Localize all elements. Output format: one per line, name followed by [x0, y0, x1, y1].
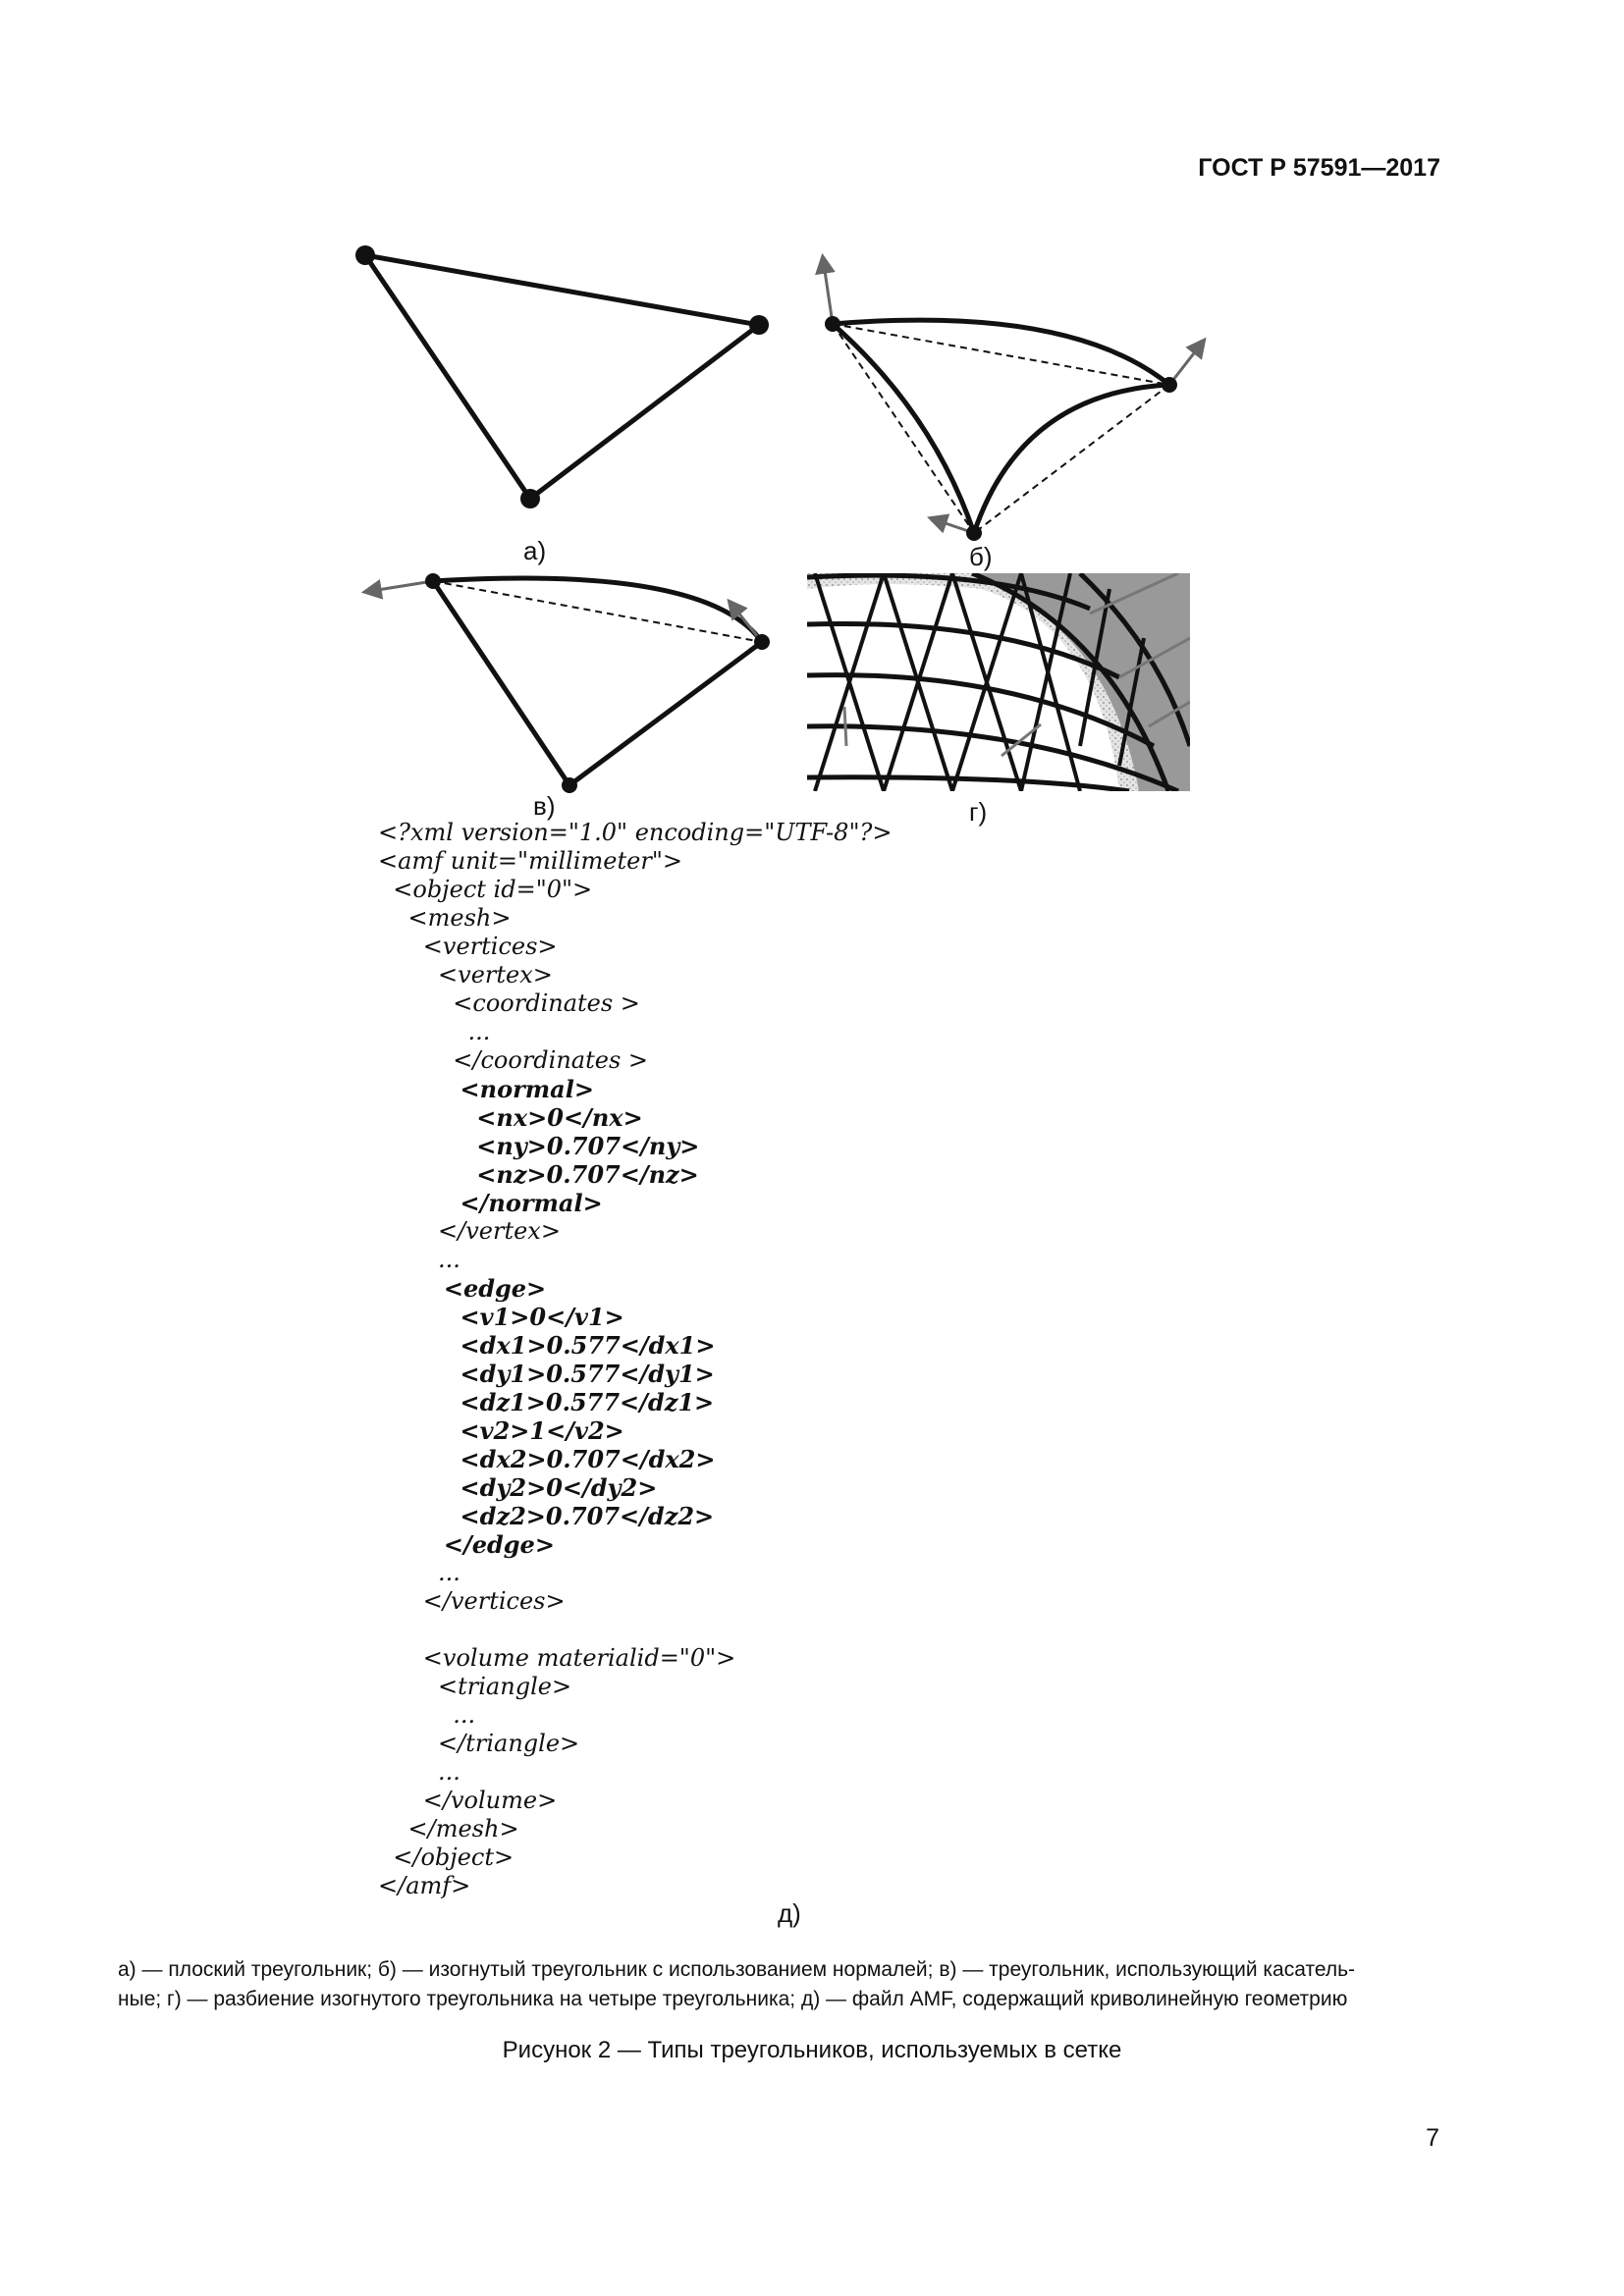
code-line: </vertices>	[378, 1587, 566, 1615]
code-line: </triangle>	[378, 1730, 580, 1757]
code-line: <nx>0</nx>	[378, 1103, 643, 1132]
code-line: <dx1>0.577</dx1>	[378, 1331, 716, 1360]
code-line: ...	[378, 1246, 460, 1273]
amf-code-listing	[378, 819, 892, 1900]
code-line: </vertex>	[378, 1217, 561, 1245]
code-line: <dz2>0.707</dz2>	[378, 1502, 715, 1530]
figure-title: Рисунок 2 — Типы треугольников, используемых в сетке	[502, 2037, 1122, 2063]
code-line: <triangle>	[378, 1673, 572, 1700]
code-line: ...	[378, 1701, 476, 1729]
code-line: </volume>	[378, 1787, 558, 1814]
panel-label-b: б)	[969, 542, 993, 571]
code-line: <object id="0">	[378, 876, 593, 903]
code-line: <dy2>0</dy2>	[378, 1473, 658, 1502]
flat-triangle-diagram	[355, 245, 769, 508]
code-line: </normal>	[378, 1189, 603, 1217]
code-line: <amf unit="millimeter">	[378, 847, 682, 875]
code-line: <ny>0.707</ny>	[378, 1132, 700, 1160]
code-line: ...	[378, 1758, 460, 1786]
curved-triangle-normals-diagram	[823, 257, 1204, 541]
code-line: <vertices>	[378, 933, 558, 960]
subdivided-mesh-diagram	[807, 573, 1190, 791]
panel-label-g: г)	[969, 797, 988, 827]
code-line: </mesh>	[378, 1815, 519, 1842]
figure-legend-line-2: ные; г) — разбиение изогнутого треугольника на четыре треугольника; д) — файл AMF, содержащий криволинейную геометрию	[118, 1988, 1348, 2010]
code-line: ...	[378, 1018, 491, 1045]
code-line: </object>	[378, 1843, 514, 1871]
panel-label-a: а)	[523, 536, 547, 565]
figure-legend-line-1: а) — плоский треугольник; б) — изогнутый треугольник с использованием нормалей; в) — треугольник, использующий касатель-	[118, 1958, 1356, 1981]
code-line: <dy1>0.577</dy1>	[378, 1360, 715, 1388]
code-line: </amf>	[378, 1872, 471, 1899]
code-line: <edge>	[378, 1274, 547, 1303]
panel-label-d: д)	[778, 1898, 801, 1928]
panel-label-v: в)	[533, 791, 556, 821]
code-line: ...	[378, 1559, 460, 1586]
code-line: <dx2>0.707</dx2>	[378, 1445, 716, 1473]
code-line: </edge>	[378, 1530, 555, 1559]
tangent-triangle-diagram	[365, 573, 770, 793]
document-header: ГОСТ Р 57591—2017	[1198, 154, 1440, 182]
page-number: 7	[1426, 2124, 1439, 2152]
code-line: <volume materialid="0">	[378, 1644, 736, 1672]
code-line: <vertex>	[378, 961, 553, 988]
code-line: <v1>0</v1>	[378, 1303, 624, 1331]
triangle-figures	[0, 0, 1624, 805]
code-line: <normal>	[378, 1075, 594, 1103]
code-line: <dz1>0.577</dz1>	[378, 1388, 715, 1416]
code-line: </coordinates >	[378, 1046, 649, 1074]
code-line: <?xml version="1.0" encoding="UTF-8"?>	[378, 819, 893, 846]
code-line: <v2>1</v2>	[378, 1416, 624, 1445]
code-line: <mesh>	[378, 904, 512, 932]
code-line: <coordinates >	[378, 989, 640, 1017]
code-line	[378, 1616, 892, 1644]
code-line: <nz>0.707</nz>	[378, 1160, 699, 1189]
